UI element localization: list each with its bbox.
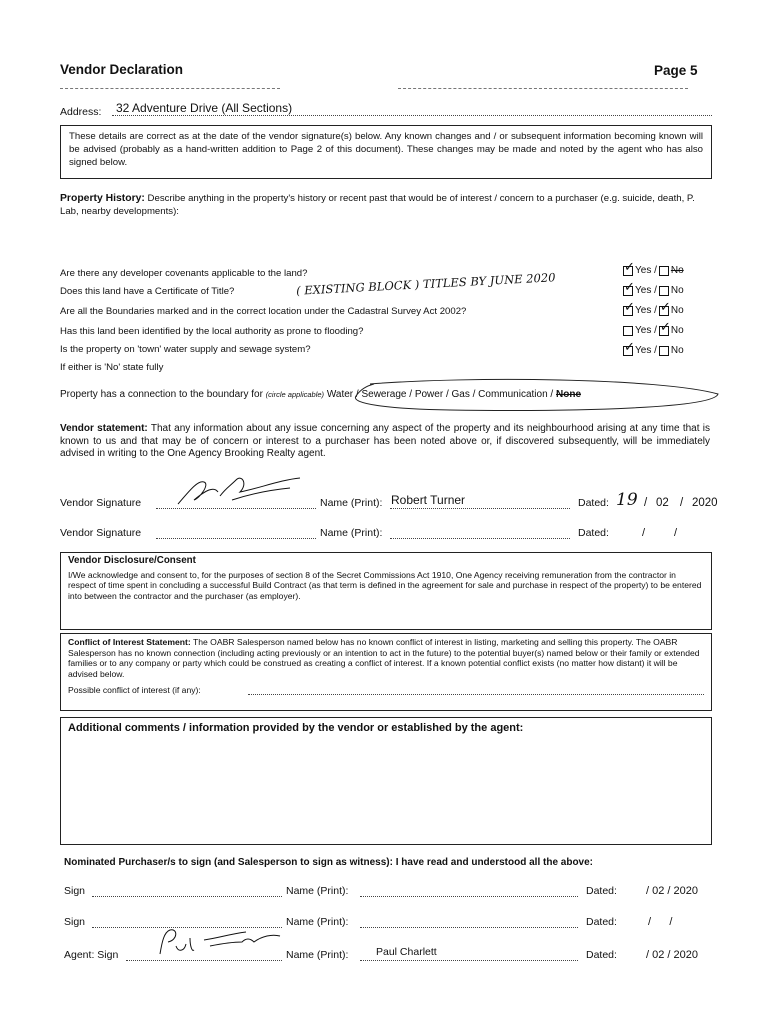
- name-label: Name (Print):: [286, 885, 349, 897]
- conflict-text: The OABR Salesperson named below has no known conflict of interest in listing, marketing and selling this property. The OABR Salesperson has no known connection (including acting previously or an intention to act in the future) to the potential buyer(s) named below or their family or extended families or to any company or party which could be construed as creating a conflict of interest. If a known potential conflict exists (no matter how distant) it will be advised below.: [68, 637, 700, 679]
- no-label: No: [670, 305, 684, 316]
- no-checkbox[interactable]: [659, 286, 669, 296]
- yes-checkbox[interactable]: [623, 339, 635, 356]
- yes-checkbox[interactable]: [623, 259, 635, 276]
- name-line[interactable]: [360, 927, 578, 928]
- name-value: Robert Turner: [391, 493, 466, 507]
- yes-label: Yes /: [635, 305, 657, 316]
- dated-label: Dated:: [586, 949, 617, 961]
- signature-label: Vendor Signature: [60, 527, 142, 539]
- date-day: 19: [616, 490, 638, 510]
- question-answer[interactable]: [623, 339, 684, 356]
- yes-label: Yes /: [635, 345, 657, 356]
- no-checkbox[interactable]: [659, 266, 669, 276]
- no-checkbox[interactable]: [659, 319, 671, 336]
- question-text: Does this land have a Certificate of Title?: [60, 286, 235, 297]
- disclosure-title: Vendor Disclosure/Consent: [68, 555, 196, 566]
- connection-note: (circle applicable): [265, 390, 325, 399]
- question-answer[interactable]: [623, 259, 684, 276]
- possible-conflict-line[interactable]: [248, 694, 704, 695]
- conflict-of-interest-box: [60, 633, 712, 711]
- tick-mark: ✓: [659, 319, 671, 335]
- dated-label: Dated:: [586, 885, 617, 897]
- vendor-signature-row[interactable]: Vendor Signature Name (Print): Robert Turner Dated: 19 / 02 / 2020: [60, 490, 718, 510]
- date-year: 2020: [692, 497, 718, 509]
- address-field[interactable]: [60, 102, 712, 118]
- connection-none: None: [556, 389, 581, 400]
- tick-mark: ✓: [624, 339, 635, 355]
- tick-mark: ✓: [624, 259, 635, 275]
- connection-options: Water / Sewerage / Power / Gas / Communication /: [326, 389, 554, 400]
- signature-line[interactable]: [156, 538, 316, 539]
- no-label: No: [670, 265, 684, 276]
- property-history-label: Property History:: [60, 193, 145, 204]
- vendor-statement-label: Vendor statement:: [60, 423, 148, 434]
- if-no-instruction: If either is 'No' state fully: [60, 362, 164, 373]
- name-line[interactable]: [390, 508, 570, 509]
- no-label: No: [670, 285, 684, 296]
- conflict-title: Conflict of Interest Statement:: [68, 637, 191, 647]
- form-title: Vendor Declaration: [60, 62, 184, 77]
- no-checkbox[interactable]: [659, 299, 671, 316]
- dated-label: Dated:: [578, 527, 609, 539]
- vendor-statement: [60, 423, 710, 461]
- question-text: Has this land been identified by the local authority as prone to flooding?: [60, 326, 364, 337]
- date-value: / /: [648, 916, 673, 928]
- date-value: / 02 / 2020: [646, 885, 698, 897]
- purchaser-signature-row[interactable]: [64, 881, 720, 897]
- dated-label: Dated:: [578, 497, 609, 509]
- no-label: No: [670, 325, 684, 336]
- tick-mark: ✓: [624, 299, 635, 315]
- name-label: Name (Print):: [320, 527, 383, 539]
- page-number: Page 5: [654, 63, 698, 78]
- yes-checkbox[interactable]: [623, 326, 633, 336]
- details-notice-text: These details are correct as at the date of the vendor signature(s) below. Any known changes and / or subsequent information becoming known will be advised (probably as a hand-written addition to Page 2 of this document). These changes may be made and noted by the agent who has also signed below.: [69, 131, 703, 168]
- question-answer[interactable]: [623, 299, 684, 316]
- no-label: No: [670, 345, 684, 356]
- question-text: Are there any developer covenants applicable to the land?: [60, 268, 308, 279]
- additional-comments-title: Additional comments / information provided by the vendor or established by the agent:: [68, 722, 524, 734]
- agent-signature-scribble: [150, 924, 290, 960]
- yes-label: Yes /: [635, 285, 657, 296]
- name-line[interactable]: [360, 960, 578, 961]
- question-text: Are all the Boundaries marked and in the correct location under the Cadastral Survey Act 2002?: [60, 306, 467, 317]
- circle-mark: [330, 378, 722, 412]
- address-label: Address:: [60, 106, 102, 118]
- name-label: Name (Print):: [286, 949, 349, 961]
- divider: [60, 88, 280, 89]
- question-answer[interactable]: [623, 319, 684, 336]
- signature-label: Vendor Signature: [60, 497, 142, 509]
- date-month: 02: [656, 497, 669, 509]
- yes-checkbox[interactable]: [623, 299, 635, 316]
- yes-checkbox[interactable]: [623, 279, 635, 296]
- vendor-signature-row[interactable]: Vendor Signature Name (Print): Dated: / /: [60, 527, 678, 539]
- sign-label: Agent: Sign: [64, 949, 119, 961]
- question-answer[interactable]: [623, 279, 684, 296]
- property-history: [60, 192, 710, 218]
- no-checkbox[interactable]: [659, 346, 669, 356]
- sign-label: Sign: [64, 885, 86, 897]
- vendor-disclosure-box: [60, 552, 712, 630]
- divider: [398, 88, 688, 89]
- possible-conflict-row[interactable]: [68, 685, 704, 697]
- handwritten-note: ( EXISTING BLOCK ) TITLES BY JUNE 2020: [295, 270, 556, 298]
- yes-label: Yes /: [635, 325, 657, 336]
- name-label: Name (Print):: [286, 916, 349, 928]
- vendor-statement-text: That any information about any issue concerning any aspect of the property and its neighbourhood arising at any time that is known to us and that may be of concern or interest to a purchaser has been noted above or, if discovered subsequently, will be immediately advised in writing to the One Agency Brooking Realty agent.: [60, 423, 710, 459]
- connection-label: Property has a connection to the boundary for: [60, 389, 263, 400]
- details-notice-box: [60, 125, 712, 179]
- dated-label: Dated:: [586, 916, 617, 928]
- name-line[interactable]: [360, 896, 578, 897]
- disclosure-text: I/We acknowledge and consent to, for the purposes of section 8 of the Secret Commissions Act 1910, One Agency receiving remuneration from the contractor in respect of time spent in concluding a successful Build Contract (as that term is defined in the agreement for sale and purchase in respect of the property) to be entered into between the contractor and the purchaser (as employer).: [68, 569, 702, 601]
- name-value: Paul Charlett: [376, 946, 437, 958]
- signature-line[interactable]: [92, 896, 282, 897]
- vendor-signature-scribble: [170, 470, 330, 510]
- date-value: / 02 / 2020: [646, 949, 698, 961]
- signature-line[interactable]: [126, 960, 282, 961]
- name-line[interactable]: [390, 538, 570, 539]
- address-value: 32 Adventure Drive (All Sections): [116, 101, 293, 115]
- additional-comments-box[interactable]: [60, 717, 712, 845]
- address-line: [112, 115, 712, 116]
- name-label: Name (Print):: [320, 497, 383, 509]
- sign-label: Sign: [64, 916, 86, 928]
- nominated-purchaser-heading: Nominated Purchaser/s to sign (and Salesperson to sign as witness): I have read and understood all the above:: [64, 857, 594, 868]
- yes-label: Yes /: [635, 265, 657, 276]
- property-history-text: Describe anything in the property's history or recent past that would be of interest / concern to a purchaser (e.g. suicide, death, P. Lab, nearby developments):: [60, 193, 695, 217]
- tick-mark: ✓: [659, 299, 671, 315]
- possible-conflict-label: Possible conflict of interest (if any):: [68, 685, 201, 696]
- tick-mark: ✓: [624, 279, 635, 295]
- question-text: Is the property on 'town' water supply and sewage system?: [60, 344, 311, 355]
